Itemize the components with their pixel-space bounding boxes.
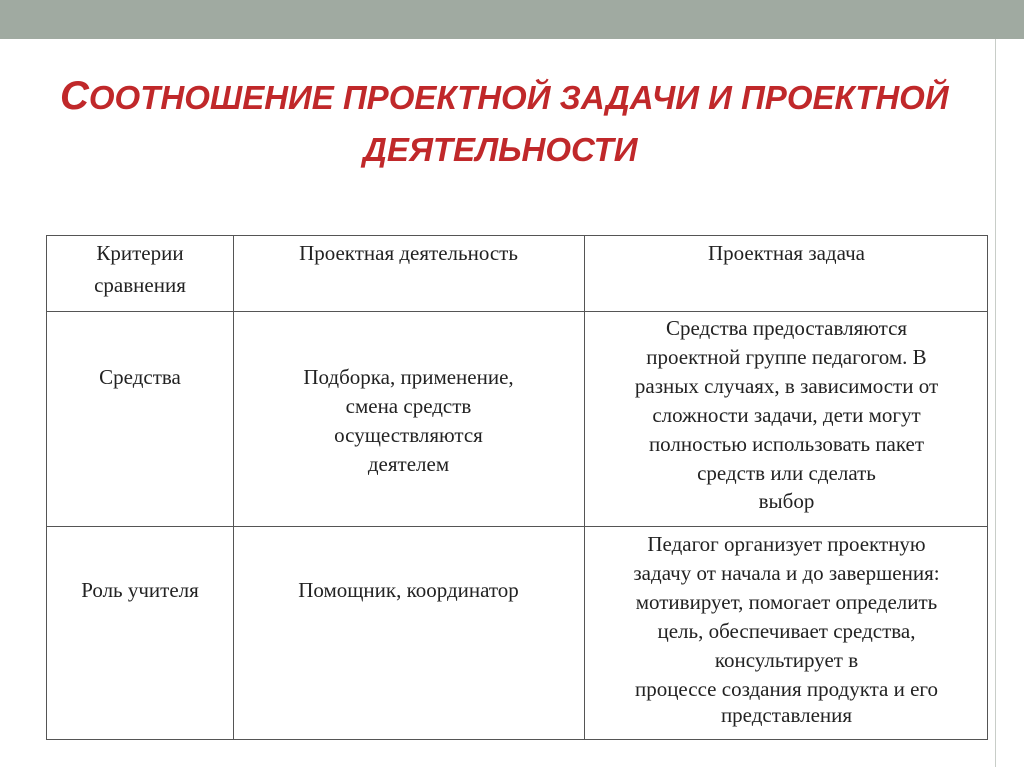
row-2-criterion: Роль учителя [81, 578, 199, 602]
table-col-divider-1 [233, 236, 234, 739]
row-1-task-line: сложности задачи, дети могут [652, 403, 921, 427]
row-2-task-line: мотивирует, помогает определить [635, 590, 938, 614]
header-task: Проектная задача [708, 241, 865, 265]
title-line-1 [60, 72, 949, 122]
row-1-activity-line: Подборка, применение, [303, 365, 514, 389]
table-divider-row [47, 526, 987, 527]
row-1-task-line: разных случаях, в зависимости от [634, 374, 939, 398]
row-1-task-line: выбор [758, 489, 815, 513]
row-1-task [584, 314, 989, 514]
row-2-task-line: цель, обеспечивает средства, [657, 619, 916, 643]
row-2-task-line: процессе создания продукта и его [634, 677, 939, 701]
comparison-table [46, 235, 988, 740]
row-1-task-line: полностью использовать пакет [648, 432, 925, 456]
row-1-task-line: средств или сделать [697, 461, 876, 485]
row-1-activity-line: смена средств [345, 394, 472, 418]
row-2-activity [233, 576, 584, 605]
row-1-criterion: Средства [99, 365, 181, 389]
row-2-task-line: представления [720, 703, 853, 727]
row-1-activity-line: осуществляются [334, 423, 483, 447]
header-activity: Проектная деятельность [299, 241, 518, 265]
row-1-activity-line: деятелем [367, 452, 450, 476]
row-2-task-line: консультирует в [714, 648, 859, 672]
header-criteria-line-1: Критерии [96, 241, 184, 265]
row-2-task-line: Педагог организует проектную [647, 532, 926, 556]
row-1-task-line: Средства предоставляются [665, 316, 908, 340]
row-2-task-line: задачу от начала и до завершения: [633, 561, 940, 585]
top-bar [0, 0, 1024, 39]
right-border-line [995, 39, 996, 767]
row-1-task-line: проектной группе педагогом. В [646, 345, 927, 369]
row-1-activity [233, 363, 584, 479]
table-divider-header [47, 311, 987, 312]
row-2-activity-line: Помощник, координатор [298, 578, 519, 602]
header-criteria-line-2: сравнения [94, 273, 186, 297]
title-first-letter: С [60, 74, 89, 118]
title-line-2: ДЕЯТЕЛЬНОСТИ [363, 131, 638, 168]
row-2-task [584, 530, 989, 726]
header-criteria [47, 239, 233, 300]
title-line-1-rest: ООТНОШЕНИЕ ПРОЕКТНОЙ ЗАДАЧИ И ПРОЕКТНОЙ [88, 79, 949, 116]
